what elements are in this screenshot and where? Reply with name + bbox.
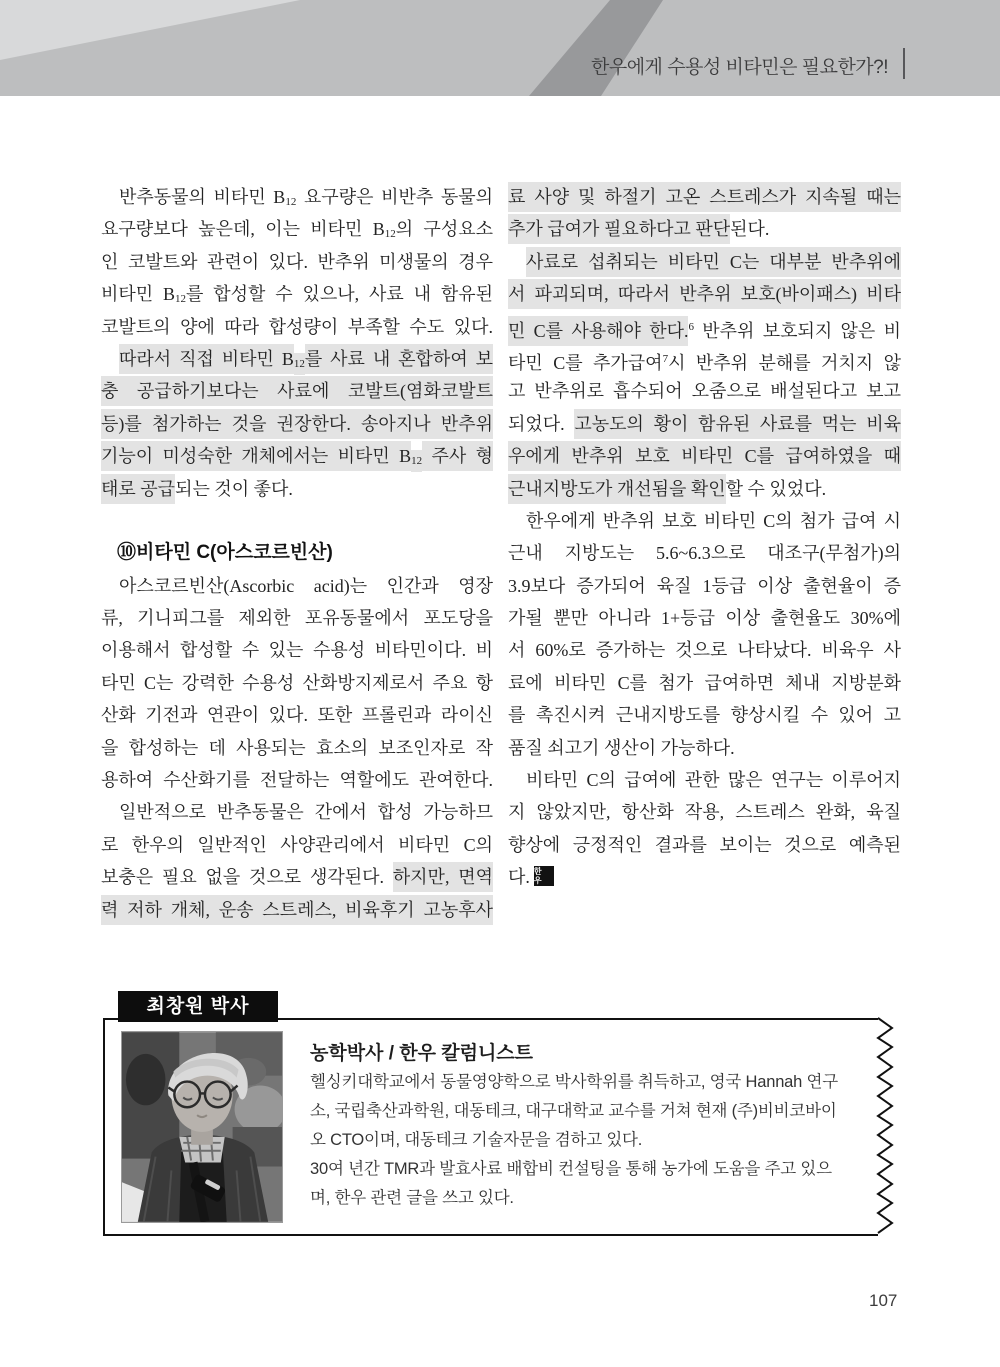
- text-line: 용하여 수산화기를 전달하는 역할에도 관여한다.: [101, 770, 493, 791]
- header-diagonal-light: [0, 0, 300, 60]
- text-line: 을 합성하는 데 사용되는 효소의 보조인자로 작: [101, 737, 493, 758]
- text-line: 비타민 C의 급여에 관한 많은 연구는 이루어지: [526, 770, 901, 791]
- author-bio-line: 오 CTO이며, 대동테크 기술자문을 겸하고 있다.: [310, 1131, 643, 1149]
- text-line: 로 한우의 일반적인 사양관리에서 비타민 C의: [101, 834, 493, 855]
- text-line: 기능이 미성숙한 개체에서는 비타민 B12 주사 형: [101, 440, 493, 472]
- text-line: 요구량보다 높은데, 이는 비타민 B12의 구성요소: [101, 219, 493, 241]
- text-line: 등)를 첨가하는 것을 권장한다. 송아지나 반추위: [101, 408, 493, 440]
- page-number: 107: [869, 1291, 898, 1310]
- text-line: 반추동물의 비타민 B12 요구량은 비반추 동물의: [119, 187, 493, 208]
- author-bio: [310, 1068, 875, 1213]
- text-line: 아스코르빈산(Ascorbic acid)는 인간과 영장: [119, 575, 493, 596]
- text-line: 일반적으로 반추동물은 간에서 합성 가능하므: [119, 802, 493, 823]
- text-line: 따라서 직접 비타민 B12를 사료 내 혼합하여 보: [101, 343, 493, 375]
- text-line: 력 저하 개체, 운송 스트레스, 비육후기 고농후사: [101, 894, 493, 926]
- blank-line: [101, 505, 493, 537]
- author-bio-line: 헬싱키대학교에서 동물영양학으로 박사학위를 취득하고, 영국 Hannah 연구: [310, 1073, 838, 1091]
- text-line: 민 C를 사용해야 한다.$^6$ 반추위 보호되지 않은 비: [508, 311, 901, 343]
- text-line: 충 공급하기보다는 사료에 코발트(염화코발트: [101, 375, 493, 407]
- text-line: 이용해서 합성할 수 있는 수용성 비타민이다. 비: [101, 640, 493, 661]
- text-line: 인 코발트와 관련이 있다. 반추위 미생물의 경우: [101, 251, 493, 272]
- text-line: 되었다. 고농도의 황이 함유된 사료를 먹는 비육: [508, 408, 901, 440]
- header-band: [0, 0, 1000, 96]
- text-line: 산화 기전과 연관이 있다. 또한 프롤린과 라이신: [101, 705, 493, 726]
- text-line: 료에 비타민 C를 첨가 급여하면 체내 지방분화: [508, 672, 901, 693]
- text-line: 우에게 반추위 보호 비타민 C를 급여하였을 때: [508, 440, 901, 472]
- text-line: 3.9보다 증가되어 육질 1등급 이상 출현율이 증: [508, 575, 901, 596]
- author-name-tab: 최창원 박사: [118, 991, 278, 1022]
- text-line: 서 60%로 증가하는 것으로 나타났다. 비육우 사: [508, 640, 901, 661]
- profile-box-zigzag-edge: [876, 1017, 896, 1239]
- text-line: 가될 뿐만 아니라 1+등급 이상 출현율도 30%에: [508, 608, 901, 629]
- author-role: 농학박사 / 한우 칼럼니스트: [310, 1043, 534, 1064]
- text-line: 한우에게 반추위 보호 비타민 C의 첨가 급여 시: [526, 510, 901, 531]
- author-bio-line: 30여 년간 TMR과 발효사료 배합비 컨설팅을 통해 농가에 도움을 주고 있으: [310, 1160, 832, 1178]
- text-line: 지 않았지만, 항산화 작용, 스트레스 완화, 육질: [508, 802, 901, 823]
- text-line: 서 파괴되며, 따라서 반추위 보호(바이패스) 비타: [508, 278, 901, 310]
- header-divider-line: [903, 48, 905, 79]
- text-line: 타민 C는 강력한 수용성 산화방지제로서 주요 항: [101, 672, 493, 693]
- author-bio-line: 소, 국립축산과학원, 대동테크, 대구대학교 교수를 거쳐 현재 (주)비비코바이: [310, 1102, 837, 1120]
- hanwoo-end-mark: 한 우: [534, 866, 554, 886]
- section-heading: ⑩비타민 C(아스코르빈산): [117, 542, 333, 564]
- text-line: 근내 지방도는 5.6~6.3으로 대조구(무첨가)의: [508, 543, 901, 564]
- text-line: 품질 쇠고기 생산이 가능하다.: [508, 737, 735, 758]
- page-header-title: 한우에게 수용성 비타민은 필요한가?!: [591, 57, 888, 78]
- author-bio-line: 며, 한우 관련 글을 쓰고 있다.: [310, 1189, 514, 1207]
- text-line: 태로 공급되는 것이 좋다.: [101, 473, 493, 505]
- text-line: 보충은 필요 없을 것으로 생각된다. 하지만, 면역: [101, 861, 493, 893]
- text-line: 고 반추위로 흡수되어 오줌으로 배설된다고 보고: [508, 381, 901, 402]
- text-line: 다. 한 우: [508, 861, 901, 893]
- text-line: 비타민 B12를 합성할 수 있으나, 사료 내 함유된: [101, 284, 493, 306]
- text-line: 근내지방도가 개선됨을 확인할 수 있었다.: [508, 473, 901, 505]
- text-line: 추가 급여가 필요하다고 판단된다.: [508, 213, 901, 245]
- text-line: 타민 C를 추가급여$^7$시 반추위 분해를 거치지 않: [508, 352, 901, 373]
- text-line: 류, 기니피그를 제외한 포유동물에서 포도당을: [101, 608, 493, 629]
- text-line: 를 촉진시켜 근내지방도를 향상시킬 수 있어 고: [508, 705, 901, 726]
- text-line: 료 사양 및 하절기 고온 스트레스가 지속될 때는: [508, 181, 901, 213]
- text-line: 사료로 섭취되는 비타민 C는 대부분 반추위에: [508, 246, 901, 278]
- text-line: 향상에 긍정적인 결과를 보이는 것으로 예측된: [508, 834, 901, 855]
- article-left-column: [101, 181, 493, 926]
- author-photo: [121, 1031, 283, 1223]
- article-right-column: [508, 181, 901, 894]
- text-line: 코발트의 양에 따라 합성량이 부족할 수도 있다.: [101, 316, 493, 337]
